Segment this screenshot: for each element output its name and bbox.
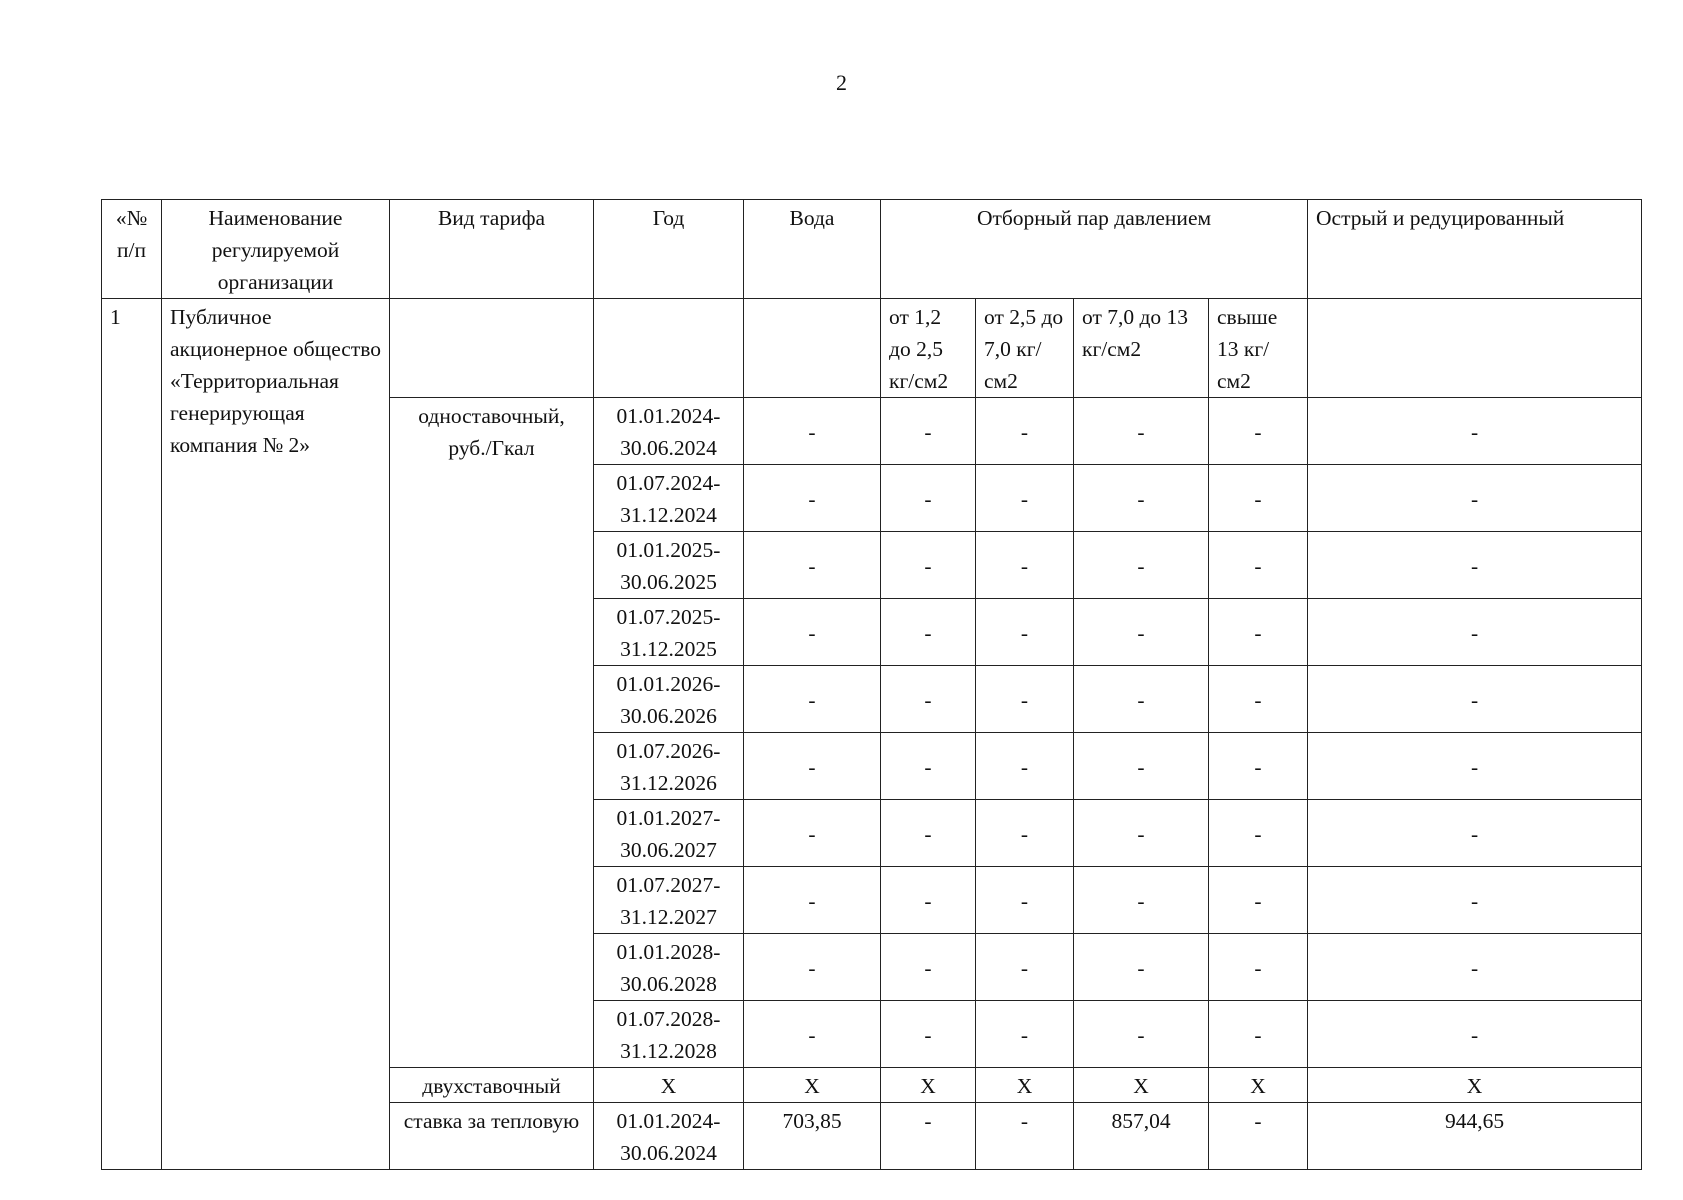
- value-p3-cell: -: [1074, 666, 1209, 733]
- heat-rate-sharp-cell: 944,65: [1308, 1103, 1642, 1170]
- single-rate-label: одноставочный, руб./Гкал: [390, 398, 594, 1068]
- two-rate-label: двухставочный: [390, 1068, 594, 1103]
- value-sharp-cell: -: [1308, 599, 1642, 666]
- value-p3-cell: -: [1074, 934, 1209, 1001]
- value-p3-cell: -: [1074, 867, 1209, 934]
- value-p3-cell: -: [1074, 398, 1209, 465]
- value-p4-cell: -: [1209, 934, 1308, 1001]
- value-p1-cell: -: [881, 867, 976, 934]
- period-cell: 01.01.2026-30.06.2026: [594, 666, 744, 733]
- empty-cell: [1308, 299, 1642, 398]
- value-p4-cell: -: [1209, 666, 1308, 733]
- value-sharp-cell: -: [1308, 398, 1642, 465]
- value-p4-cell: -: [1209, 867, 1308, 934]
- header-steam: Отборный пар давлением: [881, 200, 1308, 299]
- two-rate-water-cell: X: [744, 1068, 881, 1103]
- value-water-cell: -: [744, 599, 881, 666]
- value-sharp-cell: -: [1308, 666, 1642, 733]
- period-cell: 01.07.2027-31.12.2027: [594, 867, 744, 934]
- value-sharp-cell: -: [1308, 1001, 1642, 1068]
- subheader-row: [102, 299, 1642, 398]
- value-p4-cell: -: [1209, 733, 1308, 800]
- value-sharp-cell: -: [1308, 465, 1642, 532]
- value-p4-cell: -: [1209, 1001, 1308, 1068]
- two-rate-p3-cell: X: [1074, 1068, 1209, 1103]
- two-rate-p2-cell: X: [976, 1068, 1074, 1103]
- value-sharp-cell: -: [1308, 867, 1642, 934]
- value-p3-cell: -: [1074, 733, 1209, 800]
- pressure-2-5-to-7-0: от 2,5 до 7,0 кг/см2: [976, 299, 1074, 398]
- value-p1-cell: -: [881, 398, 976, 465]
- heat-rate-period: 01.01.2024-30.06.2024: [594, 1103, 744, 1170]
- period-cell: 01.01.2027-30.06.2027: [594, 800, 744, 867]
- heat-rate-p3-cell: 857,04: [1074, 1103, 1209, 1170]
- value-p1-cell: -: [881, 599, 976, 666]
- value-p2-cell: -: [976, 398, 1074, 465]
- value-p3-cell: -: [1074, 800, 1209, 867]
- tariff-table: [101, 199, 1642, 1170]
- header-tariff-type: Вид тарифа: [390, 200, 594, 299]
- heat-rate-water-cell: 703,85: [744, 1103, 881, 1170]
- header-sharp: Острый и редуцированный: [1308, 200, 1642, 299]
- value-water-cell: -: [744, 733, 881, 800]
- two-rate-year-cell: X: [594, 1068, 744, 1103]
- two-rate-p4-cell: X: [1209, 1068, 1308, 1103]
- header-year: Год: [594, 200, 744, 299]
- value-p2-cell: -: [976, 666, 1074, 733]
- period-cell: 01.01.2024-30.06.2024: [594, 398, 744, 465]
- value-water-cell: -: [744, 465, 881, 532]
- tariff-table-container: [101, 199, 1598, 1165]
- header-num: «№ п/п: [102, 200, 162, 299]
- value-p1-cell: -: [881, 800, 976, 867]
- value-sharp-cell: -: [1308, 800, 1642, 867]
- value-p3-cell: -: [1074, 532, 1209, 599]
- heat-rate-p2-cell: -: [976, 1103, 1074, 1170]
- value-p1-cell: -: [881, 666, 976, 733]
- value-p2-cell: -: [976, 1001, 1074, 1068]
- pressure-7-0-to-13: от 7,0 до 13 кг/см2: [1074, 299, 1209, 398]
- value-p1-cell: -: [881, 532, 976, 599]
- value-p2-cell: -: [976, 800, 1074, 867]
- page-number: 2: [836, 70, 847, 95]
- heat-rate-label: ставка за тепловую: [390, 1103, 594, 1170]
- header-org-name: Наименование регулируемой организации: [162, 200, 390, 299]
- value-water-cell: -: [744, 398, 881, 465]
- org-name-cell: Публичное акционерное общество «Территориальная генерирующая компания № 2»: [162, 299, 390, 1170]
- heat-rate-p4-cell: -: [1209, 1103, 1308, 1170]
- value-p1-cell: -: [881, 1001, 976, 1068]
- value-p4-cell: -: [1209, 532, 1308, 599]
- empty-cell: [594, 299, 744, 398]
- value-p3-cell: -: [1074, 465, 1209, 532]
- pressure-above-13: свыше 13 кг/см2: [1209, 299, 1308, 398]
- period-cell: 01.01.2028-30.06.2028: [594, 934, 744, 1001]
- header-water: Вода: [744, 200, 881, 299]
- row-number: 1: [102, 299, 162, 1170]
- value-p2-cell: -: [976, 599, 1074, 666]
- value-p4-cell: -: [1209, 465, 1308, 532]
- header-row: [102, 200, 1642, 299]
- value-p1-cell: -: [881, 465, 976, 532]
- value-water-cell: -: [744, 666, 881, 733]
- value-water-cell: -: [744, 800, 881, 867]
- period-cell: 01.07.2028-31.12.2028: [594, 1001, 744, 1068]
- value-water-cell: -: [744, 934, 881, 1001]
- period-cell: 01.07.2026-31.12.2026: [594, 733, 744, 800]
- value-p4-cell: -: [1209, 800, 1308, 867]
- heat-rate-p1-cell: -: [881, 1103, 976, 1170]
- value-water-cell: -: [744, 867, 881, 934]
- pressure-1-2-to-2-5: от 1,2 до 2,5 кг/см2: [881, 299, 976, 398]
- period-cell: 01.07.2024-31.12.2024: [594, 465, 744, 532]
- empty-cell: [744, 299, 881, 398]
- period-cell: 01.01.2025-30.06.2025: [594, 532, 744, 599]
- value-sharp-cell: -: [1308, 934, 1642, 1001]
- two-rate-p1-cell: X: [881, 1068, 976, 1103]
- value-water-cell: -: [744, 1001, 881, 1068]
- value-water-cell: -: [744, 532, 881, 599]
- value-sharp-cell: -: [1308, 733, 1642, 800]
- value-p3-cell: -: [1074, 599, 1209, 666]
- value-p3-cell: -: [1074, 1001, 1209, 1068]
- value-p2-cell: -: [976, 532, 1074, 599]
- two-rate-sharp-cell: X: [1308, 1068, 1642, 1103]
- empty-cell: [390, 299, 594, 398]
- value-p4-cell: -: [1209, 398, 1308, 465]
- value-p1-cell: -: [881, 733, 976, 800]
- value-p4-cell: -: [1209, 599, 1308, 666]
- period-cell: 01.07.2025-31.12.2025: [594, 599, 744, 666]
- value-sharp-cell: -: [1308, 532, 1642, 599]
- value-p1-cell: -: [881, 934, 976, 1001]
- value-p2-cell: -: [976, 934, 1074, 1001]
- value-p2-cell: -: [976, 733, 1074, 800]
- value-p2-cell: -: [976, 867, 1074, 934]
- value-p2-cell: -: [976, 465, 1074, 532]
